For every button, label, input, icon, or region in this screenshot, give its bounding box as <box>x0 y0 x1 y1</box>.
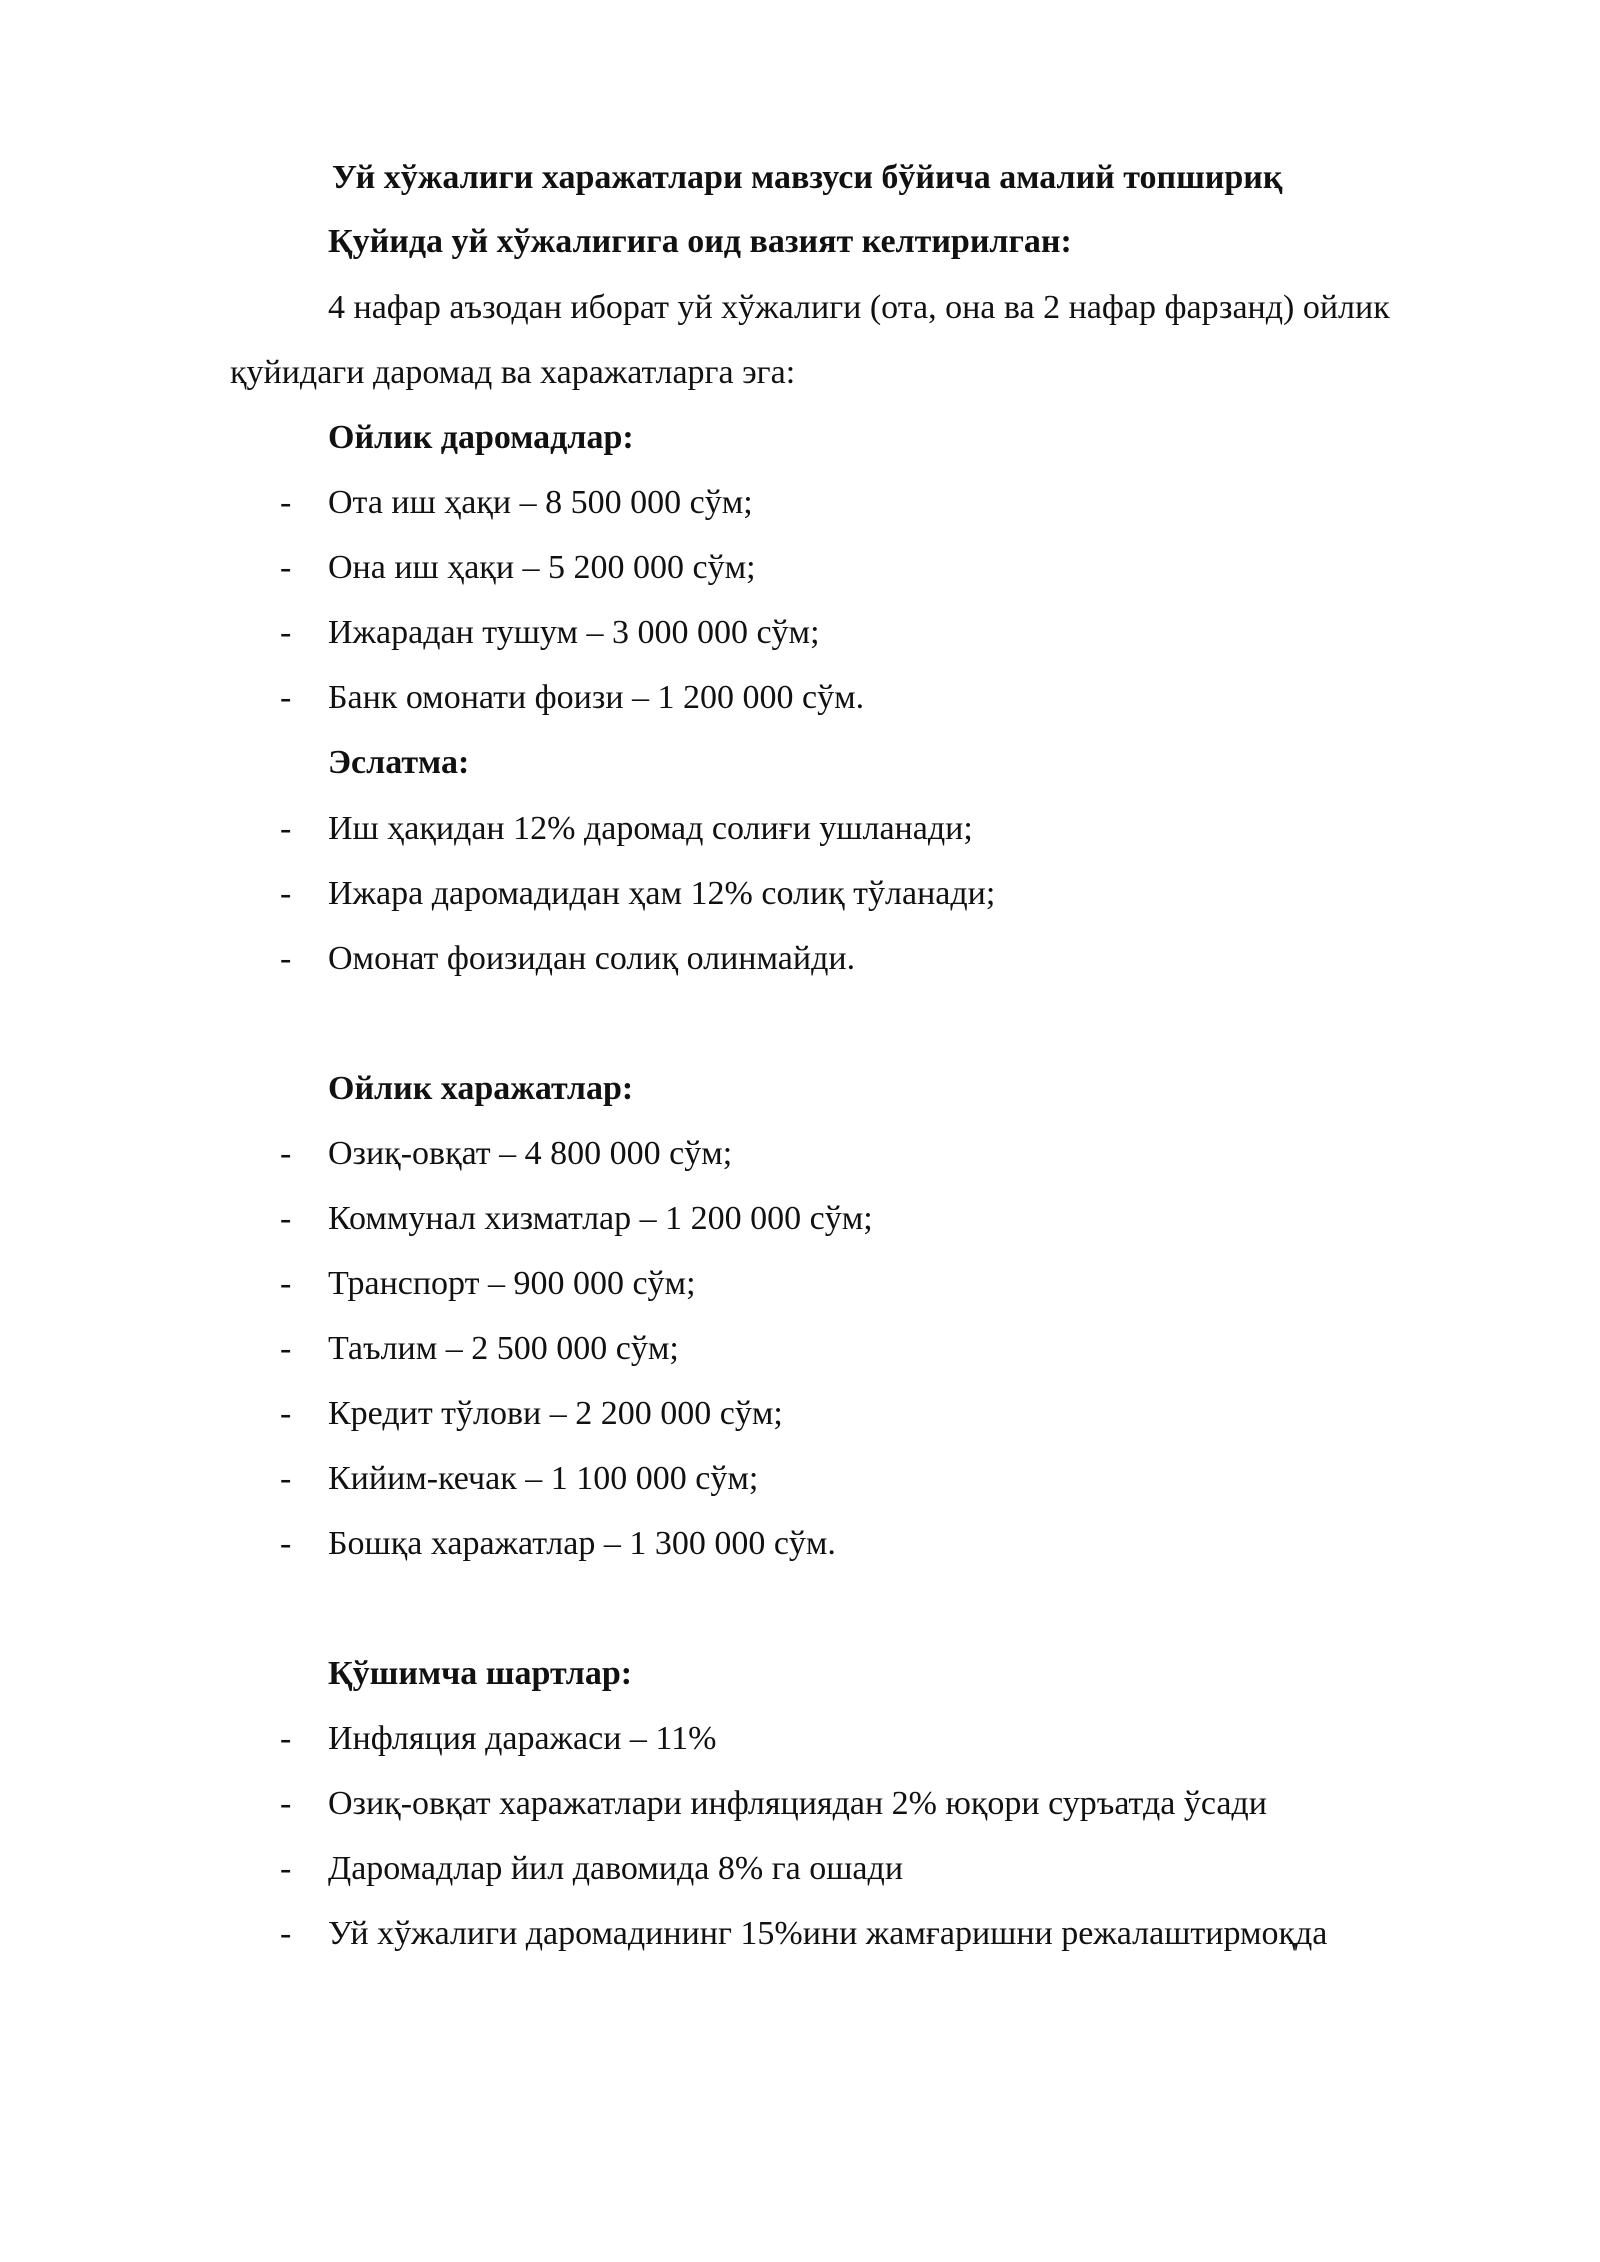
list-item: Коммунал хизматлар – 1 200 000 сўм; <box>328 1200 873 1237</box>
list-item: Ижарадан тушум – 3 000 000 сўм; <box>328 614 820 651</box>
list-bullet: - <box>280 1460 292 1497</box>
income-heading: Ойлик даромадлар: <box>328 419 634 456</box>
list-bullet: - <box>280 1265 292 1302</box>
list-item: Ота иш ҳақи – 8 500 000 сўм; <box>328 484 753 521</box>
situation-heading: Қуйида уй хўжалигига оид вазият келтирилган: <box>328 223 1072 260</box>
conditions-heading: Қўшимча шартлар: <box>328 1655 633 1692</box>
list-item: Таълим – 2 500 000 сўм; <box>328 1330 679 1367</box>
list-item: Озиқ-овқат – 4 800 000 сўм; <box>328 1135 733 1172</box>
intro-line-1: 4 нафар аъзодан иборат уй хўжалиги (ота, она ва 2 нафар фарзанд) ойлик <box>328 289 1390 326</box>
list-item: Озиқ-овқат харажатлари инфляциядан 2% юқори суръатда ўсади <box>328 1785 1267 1822</box>
list-bullet: - <box>280 679 292 716</box>
list-item: Даромадлар йил давомида 8% га ошади <box>328 1850 904 1887</box>
list-item: Транспорт – 900 000 сўм; <box>328 1265 696 1302</box>
list-bullet: - <box>280 614 292 651</box>
list-item: Банк омонати фоизи – 1 200 000 сўм. <box>328 679 865 716</box>
list-bullet: - <box>280 1850 292 1887</box>
list-bullet: - <box>280 1395 292 1432</box>
list-item: Кредит тўлови – 2 200 000 сўм; <box>328 1395 783 1432</box>
list-bullet: - <box>280 1200 292 1237</box>
list-bullet: - <box>280 810 292 847</box>
list-item: Ижара даромадидан ҳам 12% солиқ тўланади; <box>328 875 996 912</box>
list-item: Бошқа харажатлар – 1 300 000 сўм. <box>328 1525 836 1562</box>
list-bullet: - <box>280 549 292 586</box>
page-title: Уй хўжалиги харажатлари мавзуси бўйича амалий топшириқ <box>332 159 1283 196</box>
list-bullet: - <box>280 484 292 521</box>
list-item: Кийим-кечак – 1 100 000 сўм; <box>328 1460 759 1497</box>
list-bullet: - <box>280 1330 292 1367</box>
list-item: Уй хўжалиги даромадининг 15%ини жамғаришни режалаштирмоқда <box>328 1915 1328 1952</box>
list-bullet: - <box>280 1785 292 1822</box>
list-bullet: - <box>280 1915 292 1952</box>
intro-line-2: қуйидаги даромад ва харажатларга эга: <box>230 354 796 391</box>
list-bullet: - <box>280 875 292 912</box>
list-item: Омонат фоизидан солиқ олинмайди. <box>328 940 856 977</box>
note-heading: Эслатма: <box>328 744 470 781</box>
list-item: Инфляция даражаси – 11% <box>328 1720 717 1757</box>
list-bullet: - <box>280 1525 292 1562</box>
list-bullet: - <box>280 1135 292 1172</box>
list-bullet: - <box>280 1720 292 1757</box>
list-bullet: - <box>280 940 292 977</box>
list-item: Она иш ҳақи – 5 200 000 сўм; <box>328 549 756 586</box>
expenses-heading: Ойлик харажатлар: <box>328 1070 634 1107</box>
list-item: Иш ҳақидан 12% даромад солиғи ушланади; <box>328 810 973 847</box>
